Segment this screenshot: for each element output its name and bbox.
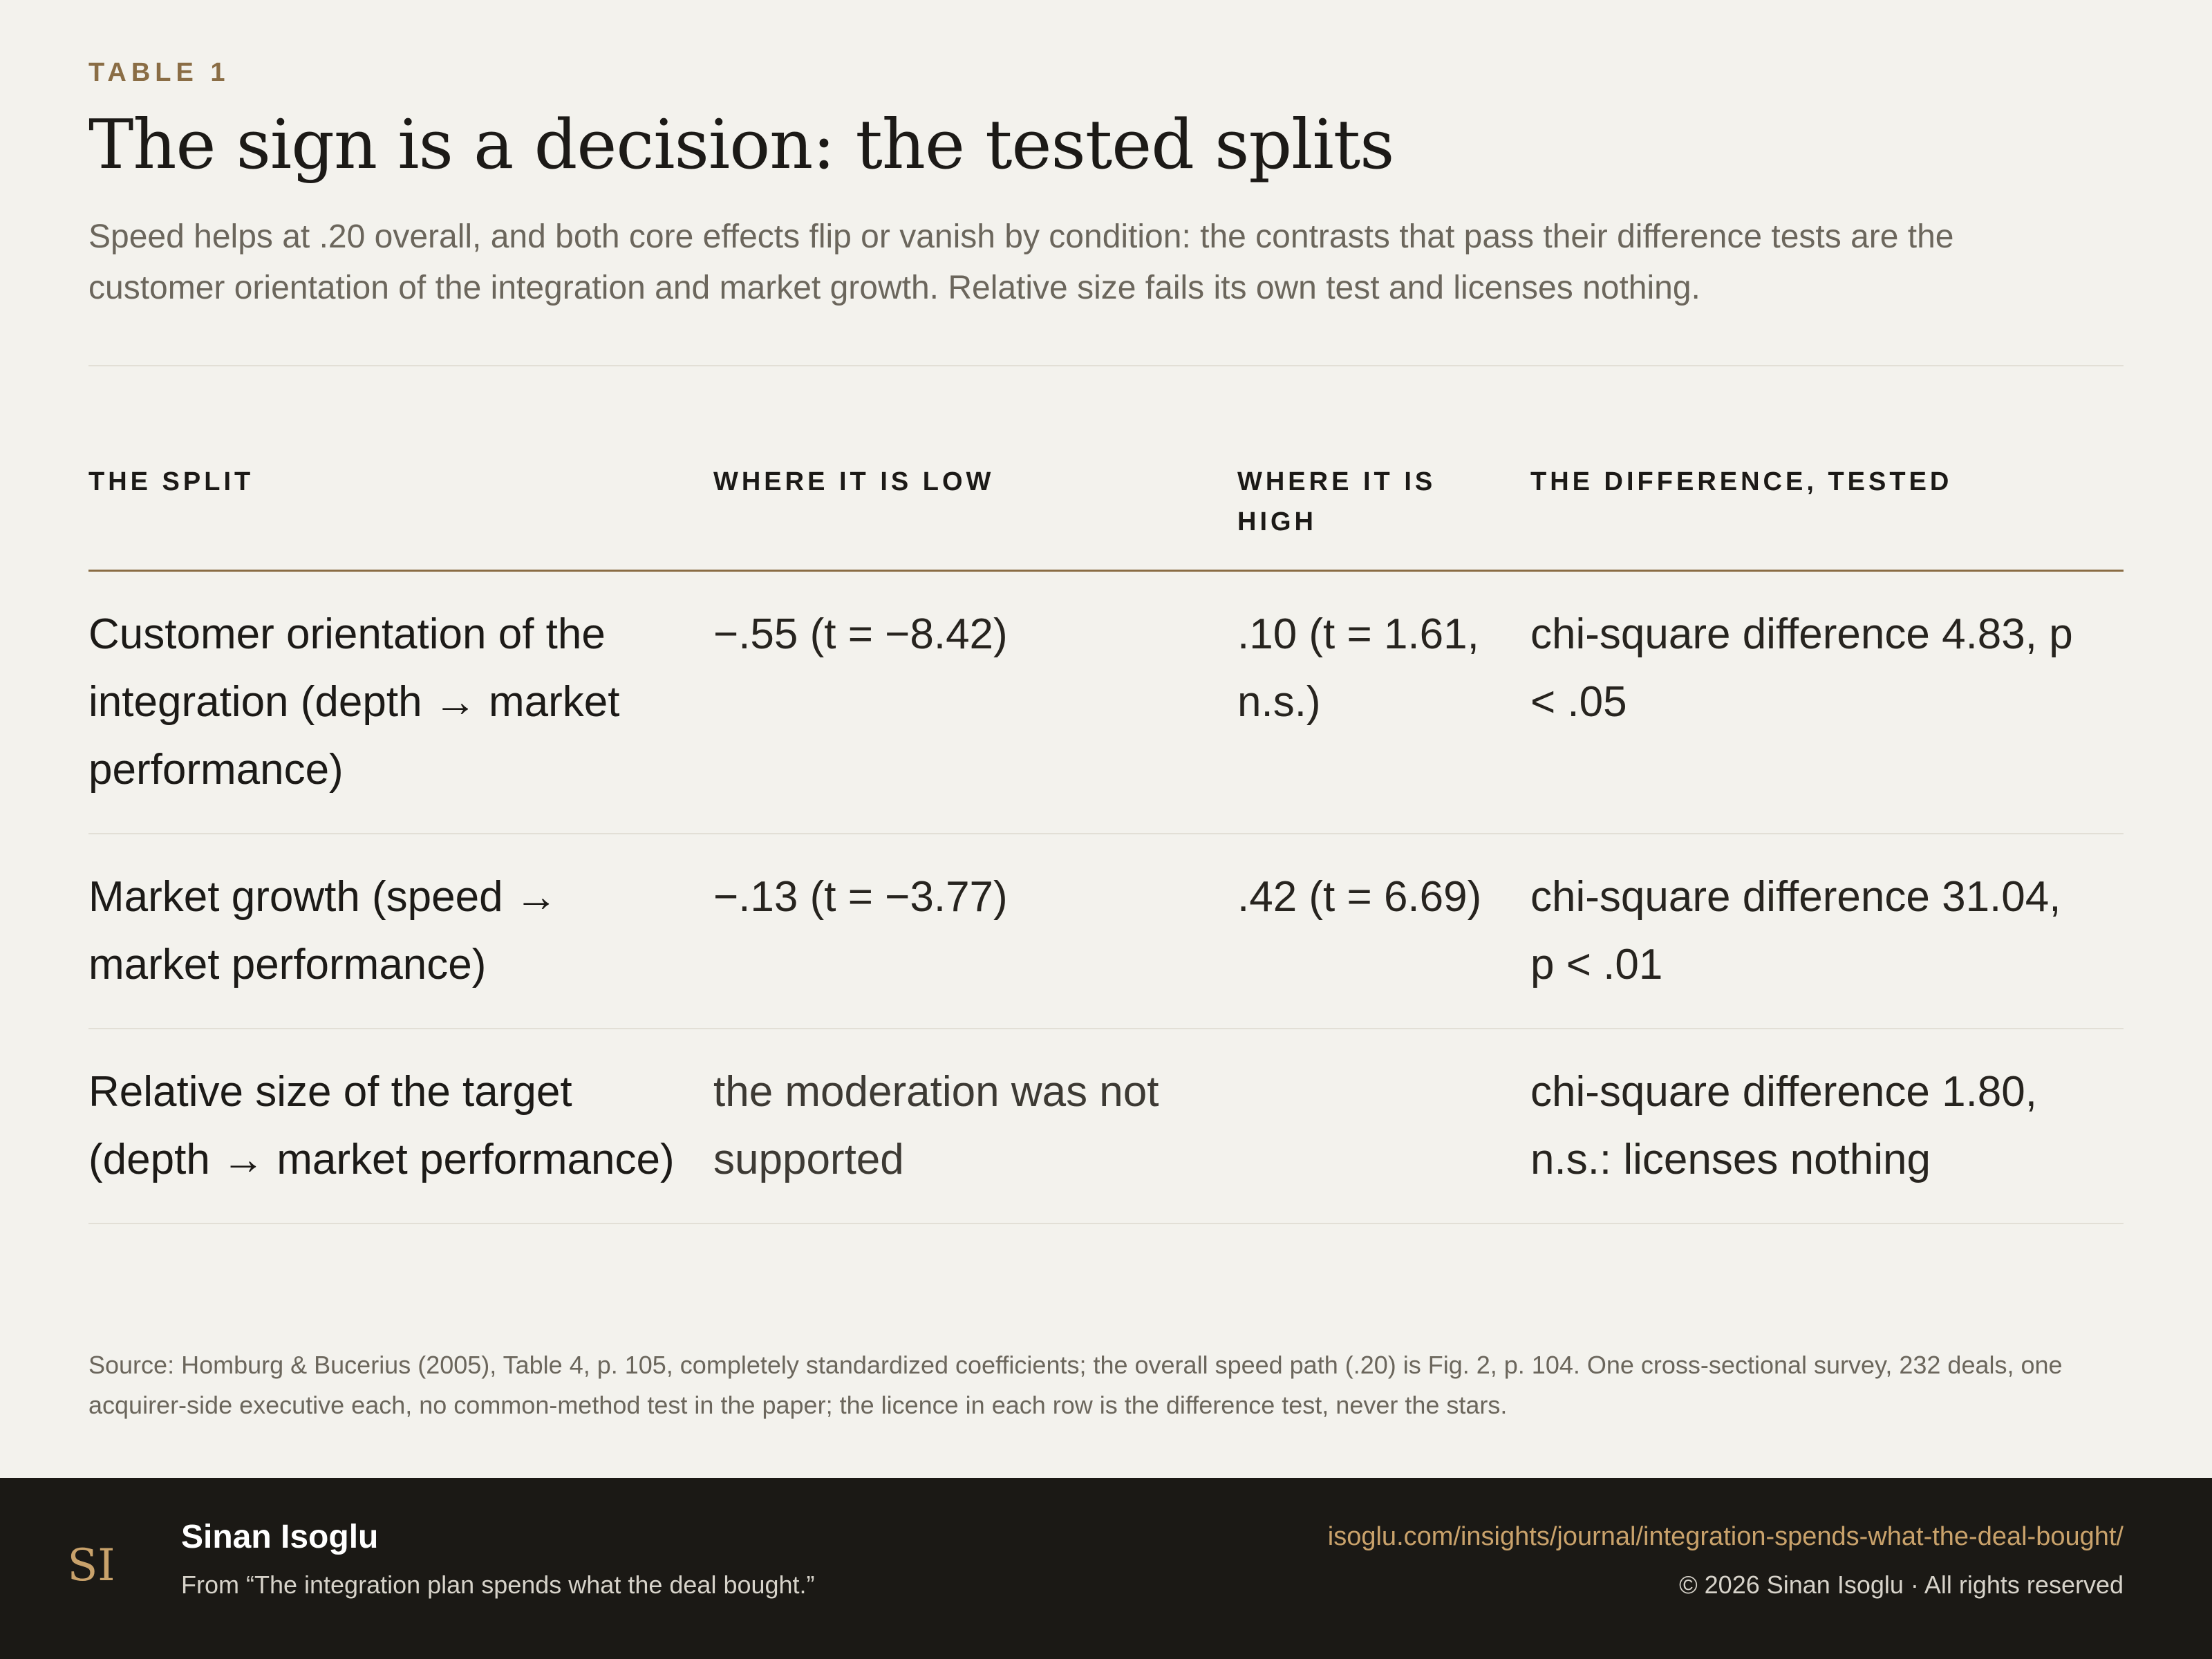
table-row xyxy=(88,834,2124,1029)
table-row xyxy=(88,571,2124,834)
header-divider xyxy=(88,365,2124,366)
cell-difference: chi-square difference 31.04, p < .01 xyxy=(1530,834,2124,1029)
column-header-difference: THE DIFFERENCE, TESTED xyxy=(1530,462,2124,571)
cell-split: Market growth (speed → market performance) xyxy=(88,834,713,1029)
table-kicker: TABLE 1 xyxy=(88,58,230,87)
table-header-row xyxy=(88,462,2124,571)
table-row xyxy=(88,1029,2124,1224)
copyright-notice: © 2026 Sinan Isoglu · All rights reserved xyxy=(1679,1571,2124,1599)
cell-split: Relative size of the target (depth → market performance) xyxy=(88,1029,713,1224)
column-header-low: WHERE IT IS LOW xyxy=(713,462,1237,571)
cell-high xyxy=(1237,1029,1530,1224)
column-header-split: THE SPLIT xyxy=(88,462,713,571)
source-note: Source: Homburg & Bucerius (2005), Table 4, p. 105, completely standardized coefficients; the overall speed path (.20) is Fig. 2, p. 104. One cross-sectional survey, 232 deals, one acquirer-side executive each, no common-method test in the paper; the licence in each row is the difference test, never the stars. xyxy=(88,1351,2063,1419)
author-name: Sinan Isoglu xyxy=(181,1519,379,1555)
cell-low: the moderation was not supported xyxy=(713,1029,1237,1224)
splits-table xyxy=(88,462,2124,1224)
page-title: The sign is a decision: the tested splits xyxy=(88,106,1394,185)
article-url-link[interactable]: isoglu.com/insights/journal/integration-spends-what-the-deal-bought/ xyxy=(1327,1522,2124,1551)
article-source-line: From “The integration plan spends what the deal bought.” xyxy=(181,1571,815,1599)
page-subtitle: Speed helps at .20 overall, and both core effects flip or vanish by condition: the contrasts that pass their difference tests are the customer orientation of the integration and market growth. Relative size fails its own test and licenses nothing. xyxy=(88,218,1954,306)
column-header-high: WHERE IT IS HIGH xyxy=(1237,462,1530,571)
cell-split: Customer orientation of the integration (depth → market performance) xyxy=(88,571,713,834)
site-footer xyxy=(0,1478,2212,1659)
monogram-logo-text: SI xyxy=(67,1540,115,1591)
cell-high: .10 (t = 1.61, n.s.) xyxy=(1237,571,1530,834)
cell-difference: chi-square difference 1.80, n.s.: licenses nothing xyxy=(1530,1029,2124,1224)
cell-high: .42 (t = 6.69) xyxy=(1237,834,1530,1029)
cell-low: −.55 (t = −8.42) xyxy=(713,571,1237,834)
cell-low: −.13 (t = −3.77) xyxy=(713,834,1237,1029)
cell-difference: chi-square difference 4.83, p < .05 xyxy=(1530,571,2124,834)
monogram-logo xyxy=(66,1535,116,1597)
